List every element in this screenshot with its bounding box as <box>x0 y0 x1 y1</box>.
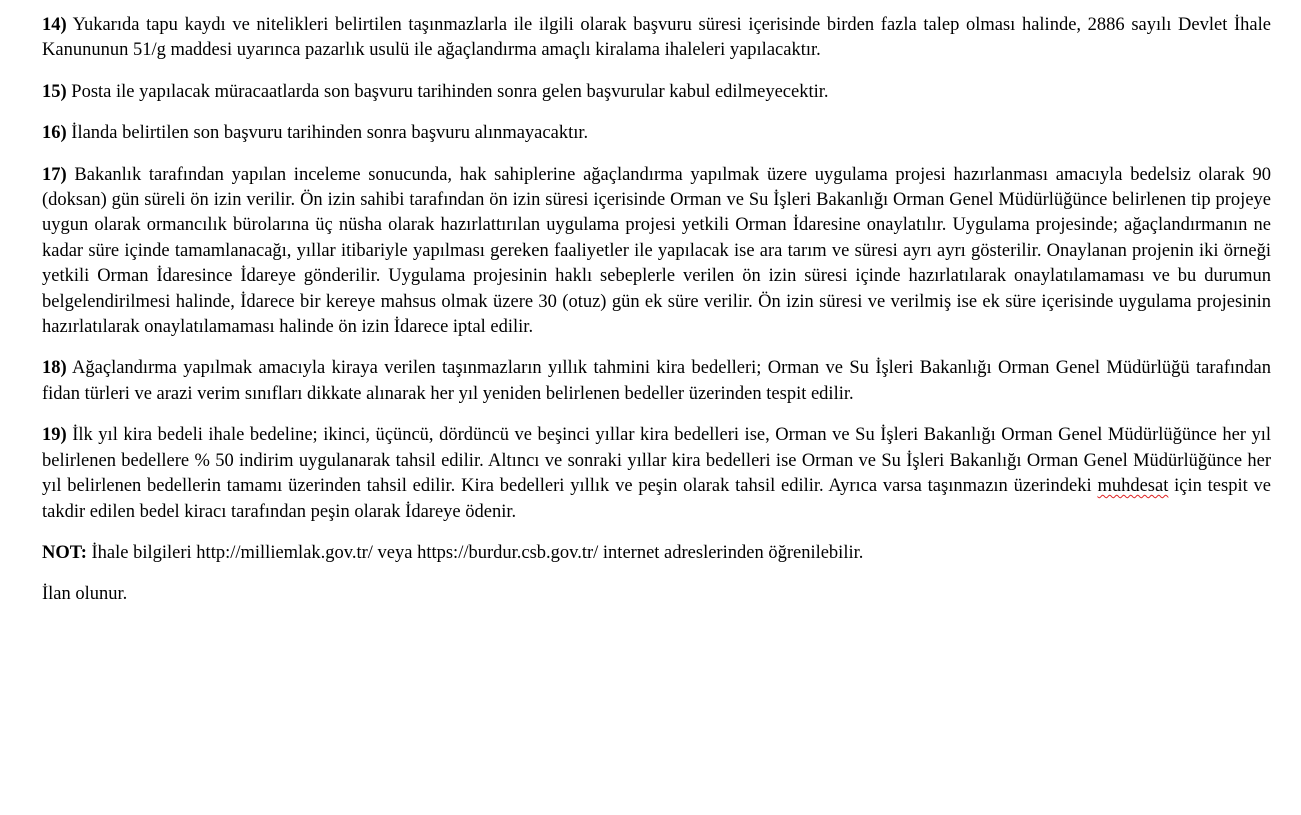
paragraph-17 <box>42 163 1271 341</box>
paragraph-14 <box>42 13 1271 64</box>
paragraph-19 <box>42 423 1271 525</box>
paragraph-text: Bakanlık tarafından yapılan inceleme sonucunda, hak sahiplerine ağaçlandırma yapılmak üzere uygulama projesi hazırlanması amacıyla bedelsiz olarak 90 (doksan) gün süreli ön izin verilir. Ön izin sahibi tarafından ön izin süresi içerisinde Orman ve Su İşleri Bakanlığı Orman Genel Müdürlüğünce belirlenen tip projeye uygun olarak ormancılık bürolarına üç nüsha olarak hazırlattırılan uygulama projesi yetkili Orman İdaresine onaylatılır. Uygulama projesinde; ağaçlandırmanın ne kadar süre içinde tamamlanacağı, yıllar itibariyle yapılması gereken faaliyetler ile yapılacak ise ara tarım ve süresi ayrı ayrı gösterilir. Onaylanan projenin iki örneği yetkili Orman İdaresince İdareye gönderilir. Uygulama projesinin haklı sebeplerle verilen ön izin süresi içinde hazırlatılarak onaylatılamaması ve bu durumun belgelendirilmesi halinde, İdarece bir kereye mahsus olmak üzere 30 (otuz) gün ek süre verilir. Ön izin süresi ve verilmiş ise ek süre içerisinde uygulama projesinin hazırlatılarak onaylatılamaması halinde ön izin İdarece iptal edilir. <box>42 164 1272 338</box>
paragraph-text: İlanda belirtilen son başvuru tarihinden sonra başvuru alınmayacaktır. <box>71 123 589 144</box>
paragraph-number: 14) <box>42 15 67 35</box>
note-paragraph <box>42 541 1271 566</box>
paragraph-text: İlk yıl kira bedeli ihale bedeline; ikinci, üçüncü, dördüncü ve beşinci yıllar kira bedelleri ise, Orman ve Su İşleri Bakanlığı Orman Genel Müdürlüğünce her yıl belirlenen bedellere % 50 indirim uygulanarak tahsil edilir. Altıncı ve sonraki yıllar kira bedelleri ise Orman ve Su İşleri Bakanlığı Orman Genel Müdürlüğünce her yıl belirlenen bedellerin tamamı üzerinden tahsil edilir. Kira bedelleri yıllık ve peşin olarak tahsil edilir. Ayrıca varsa taşınmazın üzerindeki <box>42 425 1272 497</box>
spellcheck-flagged-word[interactable]: muhdesat <box>1097 476 1169 497</box>
paragraph-18 <box>42 356 1271 407</box>
note-label: NOT: <box>42 542 87 563</box>
paragraph-number: 17) <box>42 164 67 185</box>
paragraph-16 <box>42 121 1271 146</box>
paragraph-text: Ağaçlandırma yapılmak amacıyla kiraya verilen taşınmazların yıllık tahmini kira bedelleri; Orman ve Su İşleri Bakanlığı Orman Genel Müdürlüğü tarafından fidan türleri ve arazi verim sınıfları dikkate alınarak her yıl yeniden belirlenen bedeller üzerinden tespit edilir. <box>42 358 1271 404</box>
paragraph-number: 15) <box>42 81 67 102</box>
paragraph-text-continued: için tespit ve takdir edilen bedel kiracı tarafından peşin olarak İdareye ödenir. <box>42 476 1271 522</box>
paragraph-text: Posta ile yapılacak müracaatlarda son başvuru tarihinden sonra gelen başvurular kabul edilmeyecektir. <box>71 81 829 102</box>
note-text: İhale bilgileri http://milliemlak.gov.tr/ veya https://burdur.csb.gov.tr/ internet adreslerinden öğrenilebilir. <box>91 542 864 563</box>
paragraph-number: 18) <box>42 358 67 379</box>
paragraph-15 <box>42 80 1271 105</box>
document-page <box>42 13 1271 624</box>
closing-line: İlan olunur. <box>42 584 128 605</box>
paragraph-number: 19) <box>42 425 67 446</box>
paragraph-number: 16) <box>42 123 67 144</box>
paragraph-text: Yukarıda tapu kaydı ve nitelikleri belirtilen taşınmazlarla ile ilgili olarak başvuru süresi içerisinde birden fazla talep olması halinde, 2886 sayılı Devlet İhale Kanununun 51/g maddesi uyarınca pazarlık usulü ile ağaçlandırma amaçlı kiralama ihaleleri yapılacaktır. <box>42 15 1271 61</box>
